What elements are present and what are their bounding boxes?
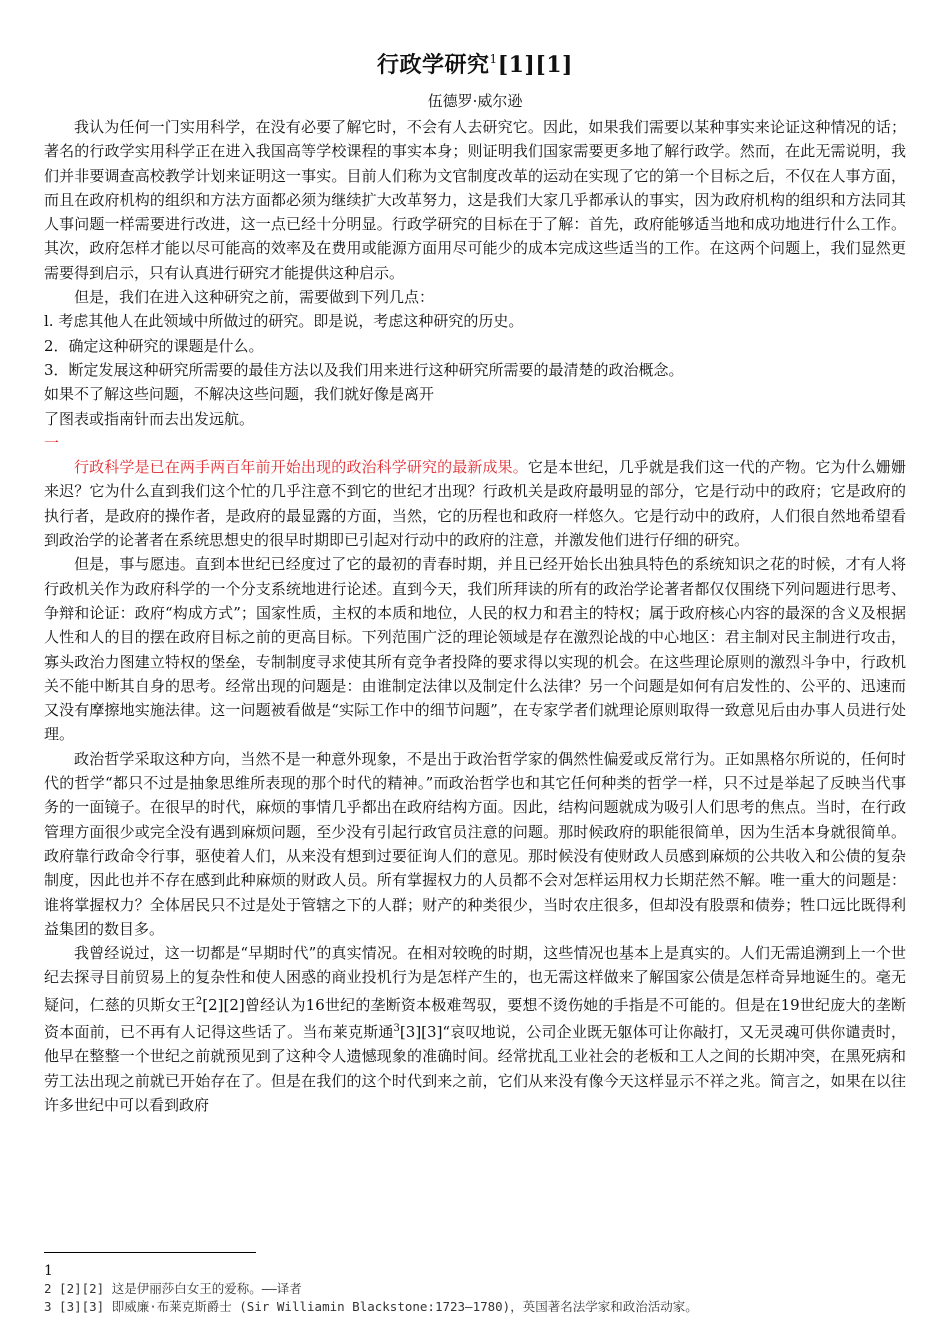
title-refs[interactable]: [1][1] <box>497 52 573 78</box>
paragraph-history: 但是，事与愿违。直到本世纪已经度过了它的最初的青春时期，并且已经开始长出独具特色的系统知识之花的时候，才有人将行政机关作为政府科学的一个分支系统地进行论述。直到今天，我们所拜读的所有的政治学论著者都仅仅围绕下列问题进行思考、争辩和论证：政府“构成方式”；国家性质，主权的本质和地位，人民的权力和君主的特权；属于政府核心内容的最深的含义及根据人性和人的目的摆在政府目标之前的更高目标。下列范围广泛的理论领域是存在激烈论战的中心地区：君主制对民主制进行攻击，寡头政治力图建立特权的堡垒，专制制度寻求使其所有竞争者投降的要求得以实现的机会。在这些理论原则的激烈斗争中，行政机关不能中断其自身的思考。经常出现的问题是：由谁制定法律以及制定什么法律？另一个问题是如何有启发性的、公平的、迅速而又没有摩擦地实施法律。这一问题被看做是“实际工作中的细节问题”，在专家学者们就理论原则取得一致意见后由办事人员进行处理。 <box>44 555 906 744</box>
paragraph-conclusion-line2: 了图表或指南针而去出发远航。 <box>44 409 255 428</box>
author-name: 伍德罗·威尔逊 <box>427 92 523 110</box>
footnotes <box>44 1262 914 1316</box>
paragraph-early-times-part2: [2][2]曾经认为16世纪的垄断资本极难驾驭，要想不烫伤她的手指是不可能的。但是在19世纪庞大的垄断资本面前，已不再有人记得这些话了。当布莱克斯通 <box>44 995 906 1041</box>
paragraph-intro: 我认为任何一门实用科学，在没有必要了解它时，不会有人去研究它。因此，如果我们需要以某种事实来论证这种情况的话；著名的行政学实用科学正在进入我国高等学校课程的事实本身；则证明我们国家需要更多地了解行政学。然而，在此无需说明，我们并非要调查高校教学计划来证明这一事实。目前人们称为文官制度改革的运动在实现了它的第一个目标之后，不仅在人事方面，而且在政府机构的组织和方法方面都必须为继续扩大改革努力，这是我们大家几乎都承认的事实，因为政府机构的组织和方法同其人事问题一样需要进行改进，这一点已经十分明显。行政学研究的目标在于了解：首先，政府能够适当地和成功地进行什么工作。其次，政府怎样才能以尽可能高的效率及在费用或能源方面用尽可能少的成本完成这些适当的工作。在这两个问题上，我们显然更需要得到启示，只有认真进行研究才能提供这种启示。 <box>44 118 906 282</box>
footnote-divider <box>44 1252 256 1253</box>
paragraph-early-times-part3: [3][3]“哀叹地说，公司企业既无躯体可让你敲打，又无灵魂可供你谴责时，他早在整整一个世纪之前就预见到了这种令人遗憾现象的准确时间。经常扰乱工业社会的老板和工人之间的长期冲突，在黑死病和劳工法出现之前就已开始存在了。但是在我们的这个时代到来之前，它们从来没有像今天这样显示不祥之兆。简言之，如果在以往许多世纪中可以看到政府 <box>44 1022 906 1114</box>
section-heading-one: 一 <box>44 433 60 452</box>
paragraph-conclusion-line1: 如果不了解这些问题，不解决这些问题，我们就好像是离开 <box>44 385 435 404</box>
title-text: 行政学研究 <box>377 52 490 78</box>
footnote-2: 2 [2][2] 这是伊丽莎白女王的爱称。——译者 <box>44 1281 302 1296</box>
footnote-ref-2[interactable]: 2 <box>195 995 203 1007</box>
paragraph-early-times <box>44 941 906 1117</box>
document-title <box>0 48 950 79</box>
highlighted-sentence: 行政科学是已在两手两百年前开始出现的政治科学研究的最新成果。 <box>74 458 528 477</box>
paragraph-administrative-science-text: 它是本世纪，几乎就是我们这一代的产物。它为什么姗姗来迟？它为什么直到我们这个忙的几乎注意不到它的世纪才出现？行政机关是政府最明显的部分，它是行动中的政府；它是政府的执行者，是政府的操作者，是政府的最显露的方面，当然，它的历程也和政府一样悠久。它是行动中的政府，人们很自然地希望看到政治学的论著者在系统思想史的很早时期即已引起对行动中的政府的注意，并激发他们进行仔细的研究。 <box>44 458 906 550</box>
footnote-3: 3 [3][3] 即威廉·布莱克斯爵士 (Sir Williamin Blackstone:1723—1780)，英国著名法学家和政治活动家。 <box>44 1299 698 1314</box>
footnote-ref-3[interactable]: 3 <box>393 1022 400 1034</box>
list-item-1: l. 考虑其他人在此领域中所做过的研究。即是说，考虑这种研究的历史。 <box>44 312 524 331</box>
paragraph-administrative-science <box>44 455 906 552</box>
document-body <box>44 115 906 1117</box>
title-footnote-ref[interactable]: 1 <box>489 52 498 66</box>
footnote-1: 1 <box>44 1263 53 1279</box>
list-item-3: 3．断定发展这种研究所需要的最佳方法以及我们用来进行这种研究所需要的最清楚的政治概念。 <box>44 360 684 379</box>
paragraph-early-times-part1: 我曾经说过，这一切都是“早期时代”的真实情况。在相对较晚的时期，这些情况也基本上是真实的。人们无需追溯到上一个世纪去探寻目前贸易上的复杂性和使人困惑的商业投机行为是怎样产生的，也无需这样做来了解国家公债是怎样奇异地诞生的。毫无疑问，仁慈的贝斯女王 <box>44 944 906 1014</box>
list-item-2: 2．确定这种研究的课题是什么。 <box>44 336 264 355</box>
paragraph-prerequisites: 但是，我们在进入这种研究之前，需要做到下列几点： <box>74 288 435 307</box>
paragraph-philosophy: 政治哲学采取这种方向，当然不是一种意外现象，不是出于政治哲学家的偶然性偏爱或反常行为。正如黑格尔所说的，任何时代的哲学“都只不过是抽象思维所表现的那个时代的精神。”而政治哲学也和其它任何种类的哲学一样，只不过是举起了反映当代事务的一面镜子。在很早的时代，麻烦的事情几乎都出在政府结构方面。因此，结构问题就成为吸引人们思考的焦点。当时，在行政管理方面很少或完全没有遇到麻烦问题，至少没有引起行政官员注意的问题。那时候政府的职能很简单，因为生活本身就很简单。政府靠行政命令行事，驱使着人们，从来没有想到过要征询人们的意见。那时候没有使财政人员感到麻烦的公共收入和公债的复杂制度，因此也并不存在感到此种麻烦的财政人员。所有掌握权力的人员都不会对怎样运用权力长期茫然不解。唯一重大的问题是：谁将掌握权力？全体居民只不过是处于管辖之下的人群；财产的种类很少，当时农庄很多，但却没有股票和债券；牲口远比既得利益集团的数目多。 <box>44 749 906 938</box>
